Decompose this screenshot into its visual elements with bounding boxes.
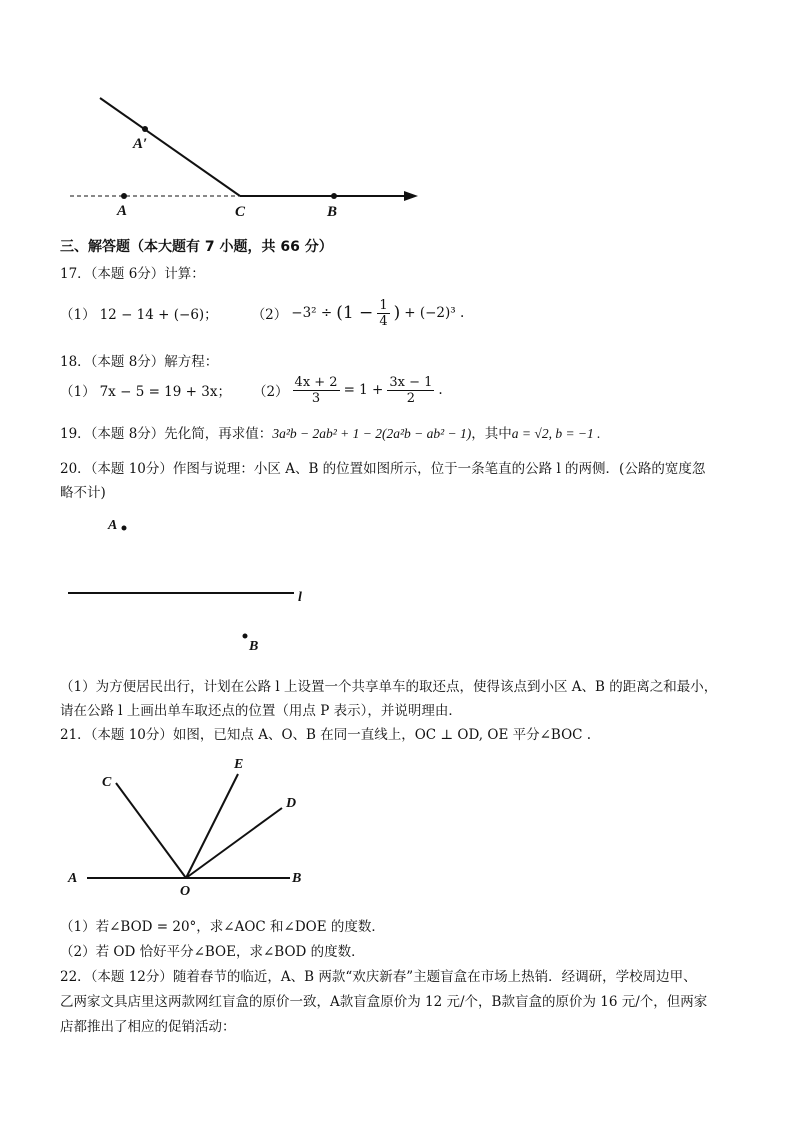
- q18-p2-label: （2）: [252, 384, 289, 400]
- q17-p1-label: （1）: [60, 307, 96, 323]
- point-a: [121, 193, 127, 199]
- q18-heading: 18．（本题 8分）解方程：: [60, 354, 219, 370]
- q17-p2-paren-right: ): [393, 303, 401, 323]
- q19-line: [60, 422, 601, 442]
- q19-cond: a = √2, b = −1 .: [511, 426, 601, 441]
- q17-p2-paren-left: (1 −: [336, 303, 374, 323]
- label-a: A: [117, 203, 128, 219]
- ray-oc: [116, 783, 186, 878]
- q18-p1-expr: 7x − 5 = 19 + 3x；: [99, 384, 231, 400]
- label-b: B: [327, 204, 338, 220]
- q18-p1-label: （1）: [60, 384, 96, 400]
- ray-ca-prime: [100, 98, 240, 196]
- figure-angle-fold: [0, 0, 794, 230]
- q17-frac-den: 4: [379, 313, 388, 329]
- q20-part1-line2: 请在公路 l 上画出单车取还点的位置（用点 P 表示），并说明理由．: [60, 703, 462, 719]
- q21-label-c: C: [102, 775, 112, 790]
- q17-p1-expr: 12 − 14 + (−6)；: [99, 307, 218, 323]
- q21-part2: （2）若 OD 恰好平分∠BOE，求∠BOD 的度数．: [60, 944, 365, 960]
- q17-p2-label: （2）: [251, 307, 288, 323]
- label-a-prime: A′: [133, 136, 148, 152]
- ray-od: [186, 808, 282, 878]
- q21-part1: （1）若∠BOD = 20°，求∠AOC 和∠DOE 的度数．: [60, 919, 385, 935]
- q22-line2: 乙两家文具店里这两款网红盲盒的原价一致，A款盲盒原价为 12 元/个，B款盲盒的原价为 16 元/个，但两家: [60, 994, 708, 1010]
- q22-line1: 22．（本题 12分）随着春节的临近，A、B 两款“欢庆新春”主题盲盒在市场上热销．经调研，学校周边甲、: [60, 969, 697, 985]
- point-a-prime: [142, 126, 148, 132]
- q17-frac-num: 1: [379, 297, 388, 313]
- q21-label-d: D: [286, 796, 297, 811]
- q20-label-b: B: [249, 639, 259, 654]
- q20-point-a: [122, 526, 127, 531]
- q22-line3: 店都推出了相应的促销活动：: [60, 1019, 236, 1035]
- section-title: 三、解答题（本大题有 7 小题，共 66 分）: [60, 239, 333, 255]
- q20-label-a: A: [108, 518, 118, 533]
- q21-label-e: E: [234, 757, 244, 772]
- q21-label-o: O: [180, 884, 191, 899]
- q18-frac1-num: 4x + 2: [294, 374, 338, 390]
- label-c: C: [235, 204, 246, 220]
- q20-part1-line1: （1）为方便居民出行，计划在公路 l 上设置一个共享单车的取还点，使得该点到小区 A、B 的距离之和最小，: [60, 679, 718, 695]
- q18-fraction-1: [293, 375, 340, 406]
- q20-point-b: [243, 634, 248, 639]
- q21-label-a: A: [68, 871, 78, 886]
- q17-heading: 17．（本题 6分）计算：: [60, 266, 205, 282]
- q17-parts: [60, 296, 464, 330]
- q18-end: .: [438, 382, 443, 398]
- q19-expr: 3a²b − 2ab² + 1 − 2(2a²b − ab² − 1): [272, 426, 472, 441]
- q17-fraction: [377, 298, 389, 329]
- point-b: [331, 193, 337, 199]
- q17-p2-pre: −3² ÷: [291, 305, 333, 321]
- q18-frac2-num: 3x − 1: [389, 374, 433, 390]
- q21-figure: [0, 750, 794, 910]
- q18-fraction-2: [387, 375, 434, 406]
- q18-frac1-den: 3: [311, 390, 321, 406]
- q20-figure: [0, 505, 794, 665]
- q18-parts: [60, 372, 443, 408]
- ray-oe: [186, 774, 238, 878]
- q21-heading: 21．（本题 10分）如图，已知点 A、O、B 在同一直线上，OC ⊥ OD, OE 平分∠BOC .: [60, 727, 592, 743]
- q17-p2-post: + (−2)³ .: [404, 305, 465, 321]
- q18-mid: = 1 +: [343, 382, 384, 398]
- q20-heading-1: 20．（本题 10分）作图与说理：小区 A、B 的位置如图所示，位于一条笔直的公路 l 的两侧．(公路的宽度忽: [60, 461, 706, 477]
- q21-label-b: B: [292, 871, 302, 886]
- q19-heading: 19．（本题 8分）先化简，再求值：: [60, 426, 273, 442]
- q18-frac2-den: 2: [406, 390, 416, 406]
- q20-heading-2: 略不计): [60, 485, 106, 501]
- q19-cond-pre: ，其中: [471, 426, 512, 442]
- arrow-head: [404, 191, 418, 201]
- q20-label-l: l: [298, 590, 302, 605]
